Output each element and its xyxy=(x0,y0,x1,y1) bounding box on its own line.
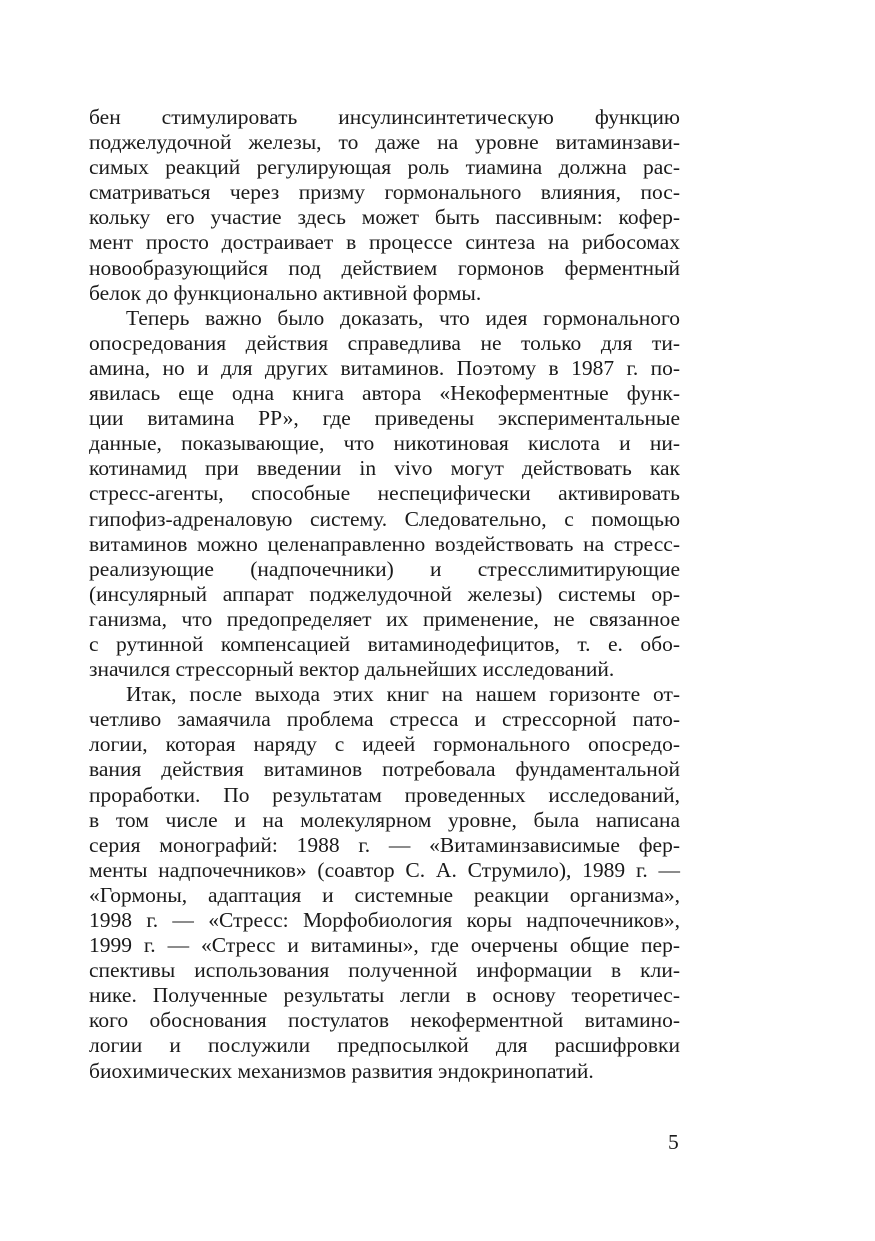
text-line: амина, но и для других витаминов. Поэтому в 1987 г. по- xyxy=(89,355,680,380)
text-line: 1998 г. — «Стресс: Морфобиология коры надпочечников», xyxy=(89,908,680,932)
text-line: 1999 г. — «Стресс и витамины», где очерчены общие пер- xyxy=(89,933,680,958)
text-line: бен стимулировать инсулинсинтетическую функцию xyxy=(89,105,680,129)
page-number: 5 xyxy=(668,1130,679,1154)
text-line: стресс-агенты, способные неспецифически активировать xyxy=(89,481,680,506)
text-line: опосредования действия справедлива не только для ти- xyxy=(89,330,680,355)
text-line: логии, которая наряду с идеей гормонального опосредо- xyxy=(89,732,680,757)
text-line: «Гормоны, адаптация и системные реакции организма», xyxy=(89,882,680,907)
text-line: ганизма, что предопределяет их применение, не связанное xyxy=(89,606,680,631)
text-line: вания действия витаминов потребовала фундаментальной xyxy=(89,757,680,782)
body-text xyxy=(89,105,680,1084)
text-line: реализующие (надпочечники) и стресслимитирующие xyxy=(89,556,680,581)
text-line: сматриваться через призму гормонального влияния, пос- xyxy=(89,180,680,205)
text-line: нике. Полученные результаты легли в основу теоретичес- xyxy=(89,983,680,1008)
paragraph xyxy=(89,306,680,682)
text-line: кого обоснования постулатов некоферментной витамино- xyxy=(89,1008,680,1033)
text-line: значился стрессорный вектор дальнейших исследований. xyxy=(89,657,615,682)
text-line: данные, показывающие, что никотиновая кислота и ни- xyxy=(89,431,680,456)
text-line: витаминов можно целенаправленно воздействовать на стресс- xyxy=(89,531,680,556)
text-line: (инсулярный аппарат поджелудочной железы) системы ор- xyxy=(89,581,680,606)
text-line: серия монографий: 1988 г. — «Витаминзависимые фер- xyxy=(89,832,680,857)
text-line: котинамид при введении in vivo могут действовать как xyxy=(89,456,680,481)
text-line: биохимических механизмов развития эндокринопатий. xyxy=(89,1058,594,1083)
text-line: Итак, после выхода этих книг на нашем горизонте от- xyxy=(126,682,680,707)
paragraph xyxy=(89,105,680,306)
text-line: Теперь важно было доказать, что идея гормонального xyxy=(126,305,680,330)
text-line: поджелудочной железы, то даже на уровне витаминзави- xyxy=(89,130,680,155)
text-line: четливо замаячила проблема стресса и стрессорной пато- xyxy=(89,707,680,732)
text-line: спективы использования полученной информации в кли- xyxy=(89,958,680,983)
text-line: новообразующийся под действием гормонов ферментный xyxy=(89,255,680,280)
text-line: проработки. По результатам проведенных исследований, xyxy=(89,782,680,807)
text-line: логии и послужили предпосылкой для расшифровки xyxy=(89,1033,680,1058)
text-line: с рутинной компенсацией витаминодефицитов, т. е. обо- xyxy=(89,631,680,656)
text-line: гипофиз-адреналовую систему. Следовательно, с помощью xyxy=(89,506,680,531)
text-line: симых реакций регулирующая роль тиамина должна рас- xyxy=(89,155,680,180)
text-line: менты надпочечников» (соавтор С. А. Струмило), 1989 г. — xyxy=(89,857,680,882)
paragraph xyxy=(89,682,680,1084)
text-line: ции витамина РР», где приведены экспериментальные xyxy=(89,406,680,431)
text-line: белок до функционально активной формы. xyxy=(89,280,482,305)
text-line: явилась еще одна книга автора «Некоферментные функ- xyxy=(89,381,680,406)
text-line: кольку его участие здесь может быть пассивным: кофер- xyxy=(89,205,680,230)
text-line: мент просто достраивает в процессе синтеза на рибосомах xyxy=(89,230,680,255)
text-line: в том числе и на молекулярном уровне, была написана xyxy=(89,807,680,832)
